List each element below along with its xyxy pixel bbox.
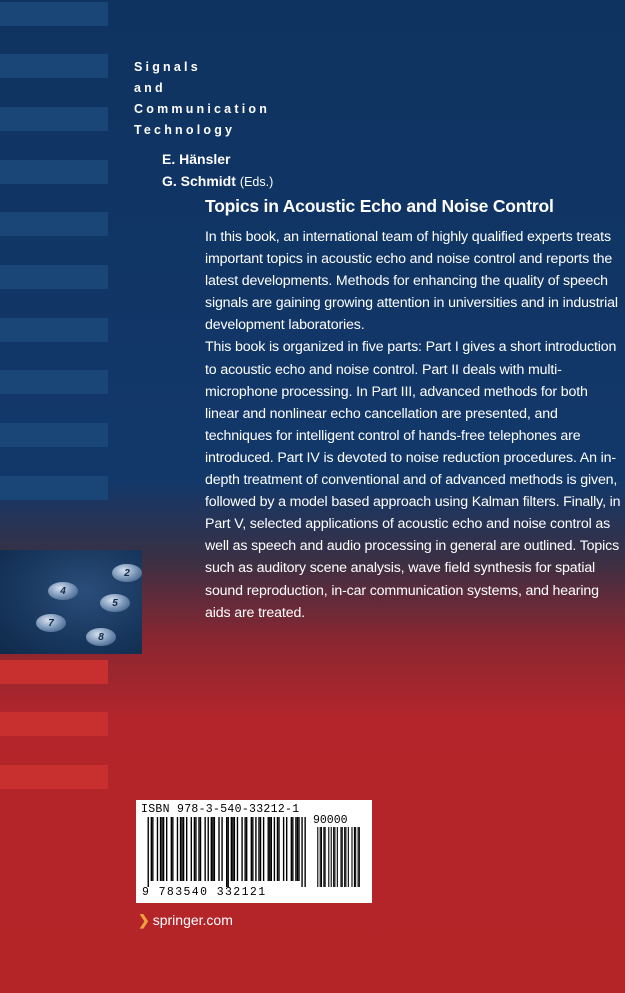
- chevron-right-icon: ❯: [138, 912, 150, 928]
- barcode-bar: [342, 827, 343, 887]
- book-description: [205, 226, 625, 624]
- barcode-bar: [291, 817, 292, 881]
- barcode-bar: [226, 817, 227, 887]
- barcode-bar: [194, 817, 195, 881]
- editor-name: E. Hänsler: [162, 151, 231, 167]
- barcode-bar: [297, 817, 298, 881]
- keypad-key: 4: [48, 582, 78, 600]
- decorative-stripe: [0, 370, 108, 394]
- barcode-bar: [208, 817, 209, 881]
- editors: [162, 148, 273, 193]
- decorative-stripe: [0, 212, 108, 236]
- barcode-bar: [271, 817, 272, 881]
- book-title: Topics in Acoustic Echo and Noise Control: [205, 196, 554, 216]
- barcode-bar: [246, 817, 247, 881]
- barcode-bar: [211, 817, 212, 881]
- barcode-bar: [292, 817, 293, 881]
- barcode-bar: [269, 817, 270, 881]
- barcode-bar: [337, 827, 338, 887]
- barcode-bar: [283, 817, 284, 881]
- barcode-bar: [232, 817, 233, 881]
- barcode-bar: [244, 817, 245, 881]
- barcode-bar: [180, 817, 181, 881]
- barcode-bar: [344, 827, 345, 887]
- description-paragraph: This book is organized in five parts: Part I gives a short introduction to acoustic echo and noise control. Part II deals with multi-microphone processing. In Part III, advanced methods for both linear and nonlinear echo cancellation are presented, and techniques for intelligent control of hands-free telephones are introduced. Part IV is devoted to noise reduction procedures. An in-depth treatment of conventional and of advanced methods is given, followed by a model based approach using Kalman filters. Finally, in Part V, selected applications of acoustic echo and noise control as well as speech and audio processing in general are outlined. Topics such as auditory scene analysis, wave field synthesis for spatial sound reproduction, in-car communication systems, and hearing aids are treated.: [205, 339, 621, 621]
- decorative-stripe: [0, 107, 108, 131]
- barcode-bar: [177, 817, 178, 881]
- barcode-bar: [260, 817, 261, 881]
- barcode-bar: [334, 827, 335, 887]
- barcode-bar: [186, 817, 187, 881]
- barcode-bar: [295, 817, 296, 881]
- barcode-bar: [345, 827, 346, 887]
- series-line: Signals: [134, 60, 201, 74]
- barcode-bar: [298, 817, 299, 881]
- barcode-bar: [348, 827, 349, 887]
- barcode-bar: [251, 817, 252, 881]
- keypad-key: 2: [112, 564, 142, 582]
- barcode-bar: [255, 817, 256, 881]
- series-name: [134, 57, 270, 141]
- eds-label: (Eds.): [239, 175, 274, 189]
- decorative-stripe: [0, 2, 108, 26]
- publisher-link[interactable]: [138, 912, 233, 929]
- barcode-bar: [214, 817, 215, 881]
- barcode-bar: [252, 817, 253, 881]
- barcode-bar: [151, 817, 152, 881]
- barcode-bar: [301, 817, 302, 887]
- barcode-bar: [161, 817, 162, 881]
- barcode-bar: [198, 817, 199, 881]
- barcode-bar: [323, 827, 324, 887]
- barcode-bar: [172, 817, 173, 881]
- keypad-key: 8: [86, 628, 116, 646]
- barcode-bar: [157, 817, 158, 881]
- publisher-url: springer.com: [152, 912, 233, 928]
- series-line: Communication: [134, 102, 271, 116]
- barcode-bar: [191, 817, 192, 881]
- barcode-bar: [200, 817, 201, 881]
- decorative-stripe: [0, 712, 108, 736]
- series-line: and: [134, 81, 166, 95]
- barcode-bar: [355, 827, 356, 887]
- price-code: 90000: [313, 814, 348, 827]
- series-line: Technology: [134, 123, 236, 137]
- editor-name: G. Schmidt: [162, 173, 236, 189]
- barcode-bar: [228, 817, 229, 887]
- barcode-bar: [166, 817, 167, 881]
- barcode-bar: [234, 817, 235, 881]
- barcode-bar: [268, 817, 269, 881]
- barcode-digits: 9 783540 332121: [142, 886, 267, 899]
- decorative-stripe: [0, 476, 108, 500]
- barcode-bar: [333, 827, 334, 887]
- barcode-bar: [321, 827, 322, 887]
- barcode-bar: [183, 817, 184, 881]
- barcode-bar: [148, 817, 149, 887]
- barcode-bar: [160, 817, 161, 881]
- barcode-bars: [146, 817, 360, 887]
- barcode-bar: [354, 827, 355, 887]
- barcode-bar: [263, 817, 264, 881]
- decorative-stripe: [0, 265, 108, 289]
- barcode-bar: [204, 817, 205, 881]
- barcode-bar: [231, 817, 232, 881]
- barcode-bar: [241, 817, 242, 881]
- barcode-bar: [358, 827, 359, 887]
- barcode-bar: [277, 817, 278, 881]
- decorative-stripe: [0, 54, 108, 78]
- barcode-bar: [258, 817, 259, 881]
- barcode-bar: [237, 817, 238, 881]
- barcode-bar: [181, 817, 182, 881]
- decorative-stripe: [0, 765, 108, 789]
- decorative-stripe: [0, 423, 108, 447]
- barcode-bar: [320, 827, 321, 887]
- barcode-bar: [212, 817, 213, 881]
- decorative-stripe: [0, 160, 108, 184]
- keypad-key: 7: [36, 614, 66, 632]
- barcode-bar: [221, 817, 222, 881]
- barcode-bar: [331, 827, 332, 887]
- barcode-bar: [278, 817, 279, 881]
- barcode-bar: [304, 817, 305, 887]
- barcode-bar: [325, 827, 326, 887]
- barcode-bar: [195, 817, 196, 881]
- isbn-barcode: [136, 800, 372, 903]
- barcode-bar: [328, 827, 329, 887]
- barcode-bar: [218, 817, 219, 881]
- decorative-stripe: [0, 660, 108, 684]
- barcode-bar: [351, 827, 352, 887]
- barcode-bar: [171, 817, 172, 881]
- isbn-number: ISBN 978-3-540-33212-1: [141, 803, 300, 816]
- barcode-bar: [340, 827, 341, 887]
- telephone-keypad-photo: [0, 550, 142, 654]
- barcode-bar: [359, 827, 360, 887]
- keypad-key: 5: [100, 594, 130, 612]
- decorative-stripe: [0, 318, 108, 342]
- barcode-bar: [317, 827, 318, 887]
- barcode-bar: [286, 817, 287, 881]
- description-paragraph: In this book, an international team of highly qualified experts treats important topics in acoustic echo and noise control and reports the latest developments. Methods for enhancing the quality of speech signals are gaining growing attention in universities and in industrial development laboratories.: [205, 229, 618, 334]
- barcode-bar: [152, 817, 153, 881]
- barcode-bar: [274, 817, 275, 881]
- barcode-bar: [163, 817, 164, 881]
